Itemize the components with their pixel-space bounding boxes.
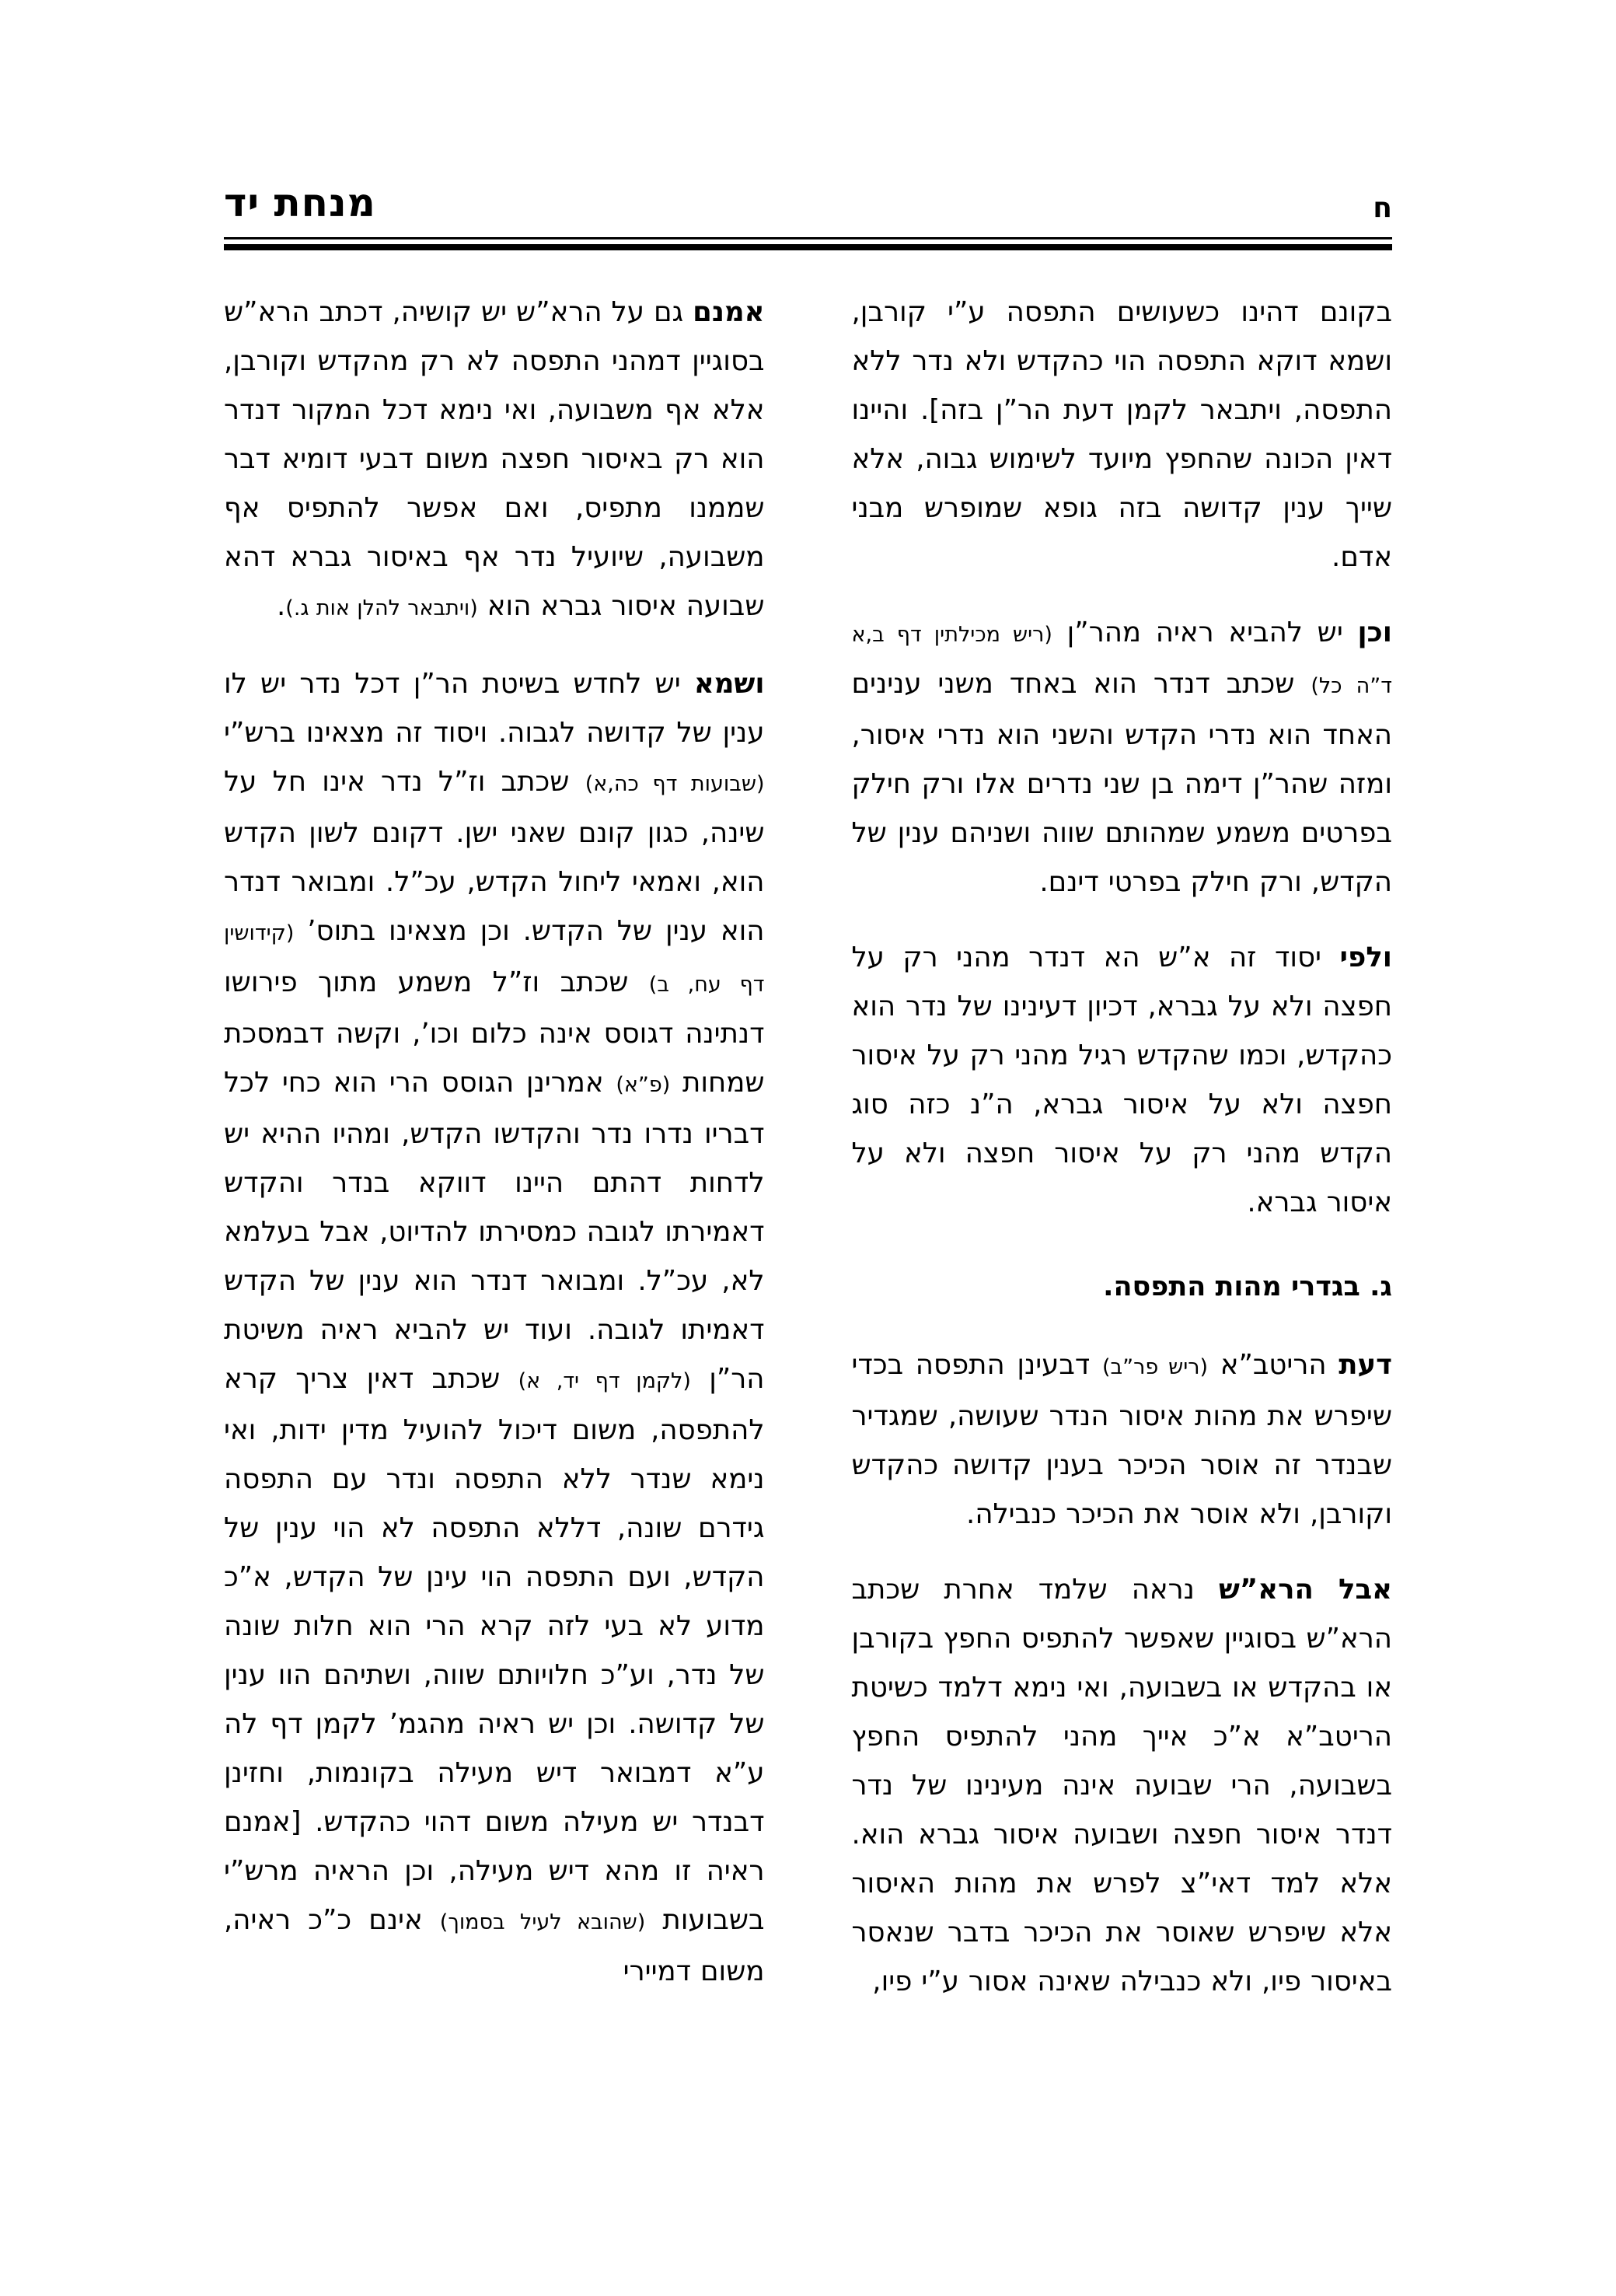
paragraph-lead-word: אמנם bbox=[693, 296, 765, 328]
paragraph-text-before-citation: יש להביא ראיה מהר”ן bbox=[1052, 617, 1358, 648]
paragraph-lead-word: אבל הרא”ש bbox=[1218, 1574, 1392, 1606]
paragraph-bekonam bbox=[852, 288, 1393, 582]
source-citation: (ויתבאר להלן אות ג.) bbox=[285, 596, 478, 620]
paragraph-text: בקונם דהינו כשעושים התפסה ע”י קורבן, ושמא דוקא התפסה הוי כהקדש ולא נדר ללא התפסה, ויתבאר לקמן דעת הר”ן בזה]. והיינו דאין הכונה שהחפץ מיועד לשימוש גבוה, אלא שייך ענין קדושה בזה גופא שמופרש מבני אדם. bbox=[851, 296, 1392, 573]
paragraph-text-segment: שכתב וז”ל נדר אינו חל על שינה, כגון קונם שאני ישן. דקונם לשון הקדש הוא, ואמאי ליחול הקדש, עכ”ל. ומבואר דנדר הוא ענין של הקדש. וכן מצאינו בתוס’ bbox=[224, 766, 765, 947]
source-citation: (שהובא לעיל בסמוך) bbox=[439, 1910, 646, 1934]
paragraph-text-before-citation: יש לחדש בשיטת הר”ן דכל נדר יש לו ענין של קדושה לגבוה. ויסוד זה מצאינו ברש”י bbox=[224, 668, 765, 749]
paragraph-lead-word: דעת bbox=[1339, 1349, 1393, 1381]
paragraph-text-after-citation: שכתב דנדר הוא באחד משני ענינים האחד הוא נדרי הקדש והשני הוא נדרי איסור, ומזה שהר”ן דימה בן שני נדרים אלו ורק חילק בפרטים משמע שמהותם שווה ושניהם ענין של הקדש, ורק חילק בפרטי דינם. bbox=[851, 668, 1392, 898]
source-citation: (שבועות דף כה,א) bbox=[585, 772, 765, 796]
source-citation: (לקמן דף יד, א) bbox=[518, 1369, 691, 1393]
section-heading: ג. בגדרי מהות התפסה. bbox=[1103, 1271, 1392, 1302]
paragraph-text: יסוד זה א”ש הא דנדר מהני רק על חפצה ולא על גברא, דכיון דעינינו של נדר הוא כהקדש, וכמו שהקדש רגיל מהני רק על איסור חפצה ולא על איסור גברא, ה”נ כזה סוג הקדש מהני רק על איסור חפצה ולא על איסור גברא. bbox=[851, 942, 1392, 1218]
paragraph-lead-word: ולפי bbox=[1339, 942, 1392, 973]
paragraph-amnam bbox=[224, 288, 765, 633]
column-left bbox=[852, 288, 1393, 2172]
body-columns bbox=[224, 288, 1392, 2172]
paragraph-text: נראה שלמד אחרת שכתב הרא”ש בסוגיין שאפשר להתפיס החפץ בקורבן או בהקדש או בשבועה, ואי נימא דלמד כשיטת הריטב”א א”כ אייך מהני להתפיס החפץ בשבועה, הרי שבועה אינה מעינינו של נדר דנדר איסור חפצה ושבועה איסור גברא הוא. אלא למד דאי”צ לפרש את מהות האיסור אלא שיפרש שאוסר את הכיכר בדבר שנאסר באיסור פיו, ולא כנבילה שאינה אסור ע”י פיו, bbox=[851, 1574, 1392, 1997]
source-citation: (פ”א) bbox=[616, 1073, 671, 1097]
folio-marker: ח bbox=[1373, 192, 1392, 224]
source-citation: (קידושין דף עח, ב) bbox=[224, 921, 765, 997]
paragraph-text-segment: שכתב דאין צריך קרא להתפסה, משום דיכול להועיל מדין ידות, ואי נימא שנדר ללא התפסה ונדר עם התפסה גידרם שונה, דללא התפסה לא הוי ענין של הקדש, ועם התפסה הוי עינן של הקדש, א”כ מדוע לא בעי לזה קרא הרי הוא חלות שונה של נדר, וע”כ חלויותם שווה, ושתיהם הוו ענין של קדושה. וכן יש ראיה מהגמ’ לקמן דף לה ע”א דמבואר דיש מעילה בקונמות, וחזינן דבנדר יש מעילה משום דהוי כהקדש. [אמנם ראיה זו מהא דיש מעילה, וכן הראיה מרש”י בשבועות bbox=[224, 1363, 765, 1936]
paragraph-daat bbox=[852, 1340, 1393, 1539]
paragraph-lead-word: וכן bbox=[1357, 617, 1392, 648]
column-right bbox=[224, 288, 765, 2172]
paragraph-vechen bbox=[852, 608, 1393, 907]
paragraph-ulefi bbox=[852, 933, 1393, 1227]
paragraph-veshema bbox=[224, 659, 765, 1996]
paragraph-text-before-citation: הריטב”א bbox=[1208, 1349, 1339, 1381]
header-divider bbox=[224, 237, 1392, 250]
paragraph-aval bbox=[852, 1565, 1393, 2006]
paragraph-text-after-citation: . bbox=[276, 590, 286, 622]
paragraph-text-before-citation: גם על הרא”ש יש קושיה, דכתב הרא”ש בסוגיין דמהני התפסה לא רק מהקדש וקורבן, אלא אף משבועה, ואי נימא דכל המקור דנדר הוא רק באיסור חפצה משום דבעי דומיא דבר שממנו מתפיס, ואם אפשר להתפיס אף משבועה, שיועיל נדר אף באיסור גברא דהא שבועה איסור גברא הוא bbox=[224, 296, 765, 622]
paragraph-lead-word: ושמא bbox=[693, 668, 765, 700]
paragraph-text-after-citation: דבעינן התפסה בכדי שיפרש את מהות איסור הנדר שעושה, שמגדיר שבנדר זה אוסר הכיכר בענין קדושה כהקדש וקורבן, ולא אוסר את הכיכר כנבילה. bbox=[851, 1349, 1392, 1530]
paragraph-text-segment: אמרינן הגוסס הרי הוא כחי לכל דבריו נדרו נדר והקדשו הקדש, ומהיו ההיא יש לדחות דהתם היינו דווקא בנדר והקדש דאמירתו לגובה כמסירתו להדיוט, אבל בעלמא לא, עכ”ל. ומבואר דנדר הוא ענין של הקדש דאמיתו לגובה. ועוד יש להביא ראיה משיטת הר”ן bbox=[224, 1067, 765, 1395]
paragraph-text-segment: אינם כ”כ ראיה, משום דמיירי bbox=[224, 1904, 765, 1987]
source-citation: (ריש פר”ב) bbox=[1101, 1355, 1209, 1379]
source-citation: (ריש מכילתין דף ב,א ד”ה כל) bbox=[851, 623, 1392, 698]
running-head bbox=[224, 156, 1392, 225]
book-title: מנחת יד bbox=[224, 180, 376, 225]
divider-rule-thick bbox=[224, 244, 1392, 250]
paragraph-text-segment: שכתב וז”ל משמע מתוך פירושו דנתינה דגוסס אינה כלום וכו’, וקשה דבמסכת שמחות bbox=[224, 966, 765, 1099]
